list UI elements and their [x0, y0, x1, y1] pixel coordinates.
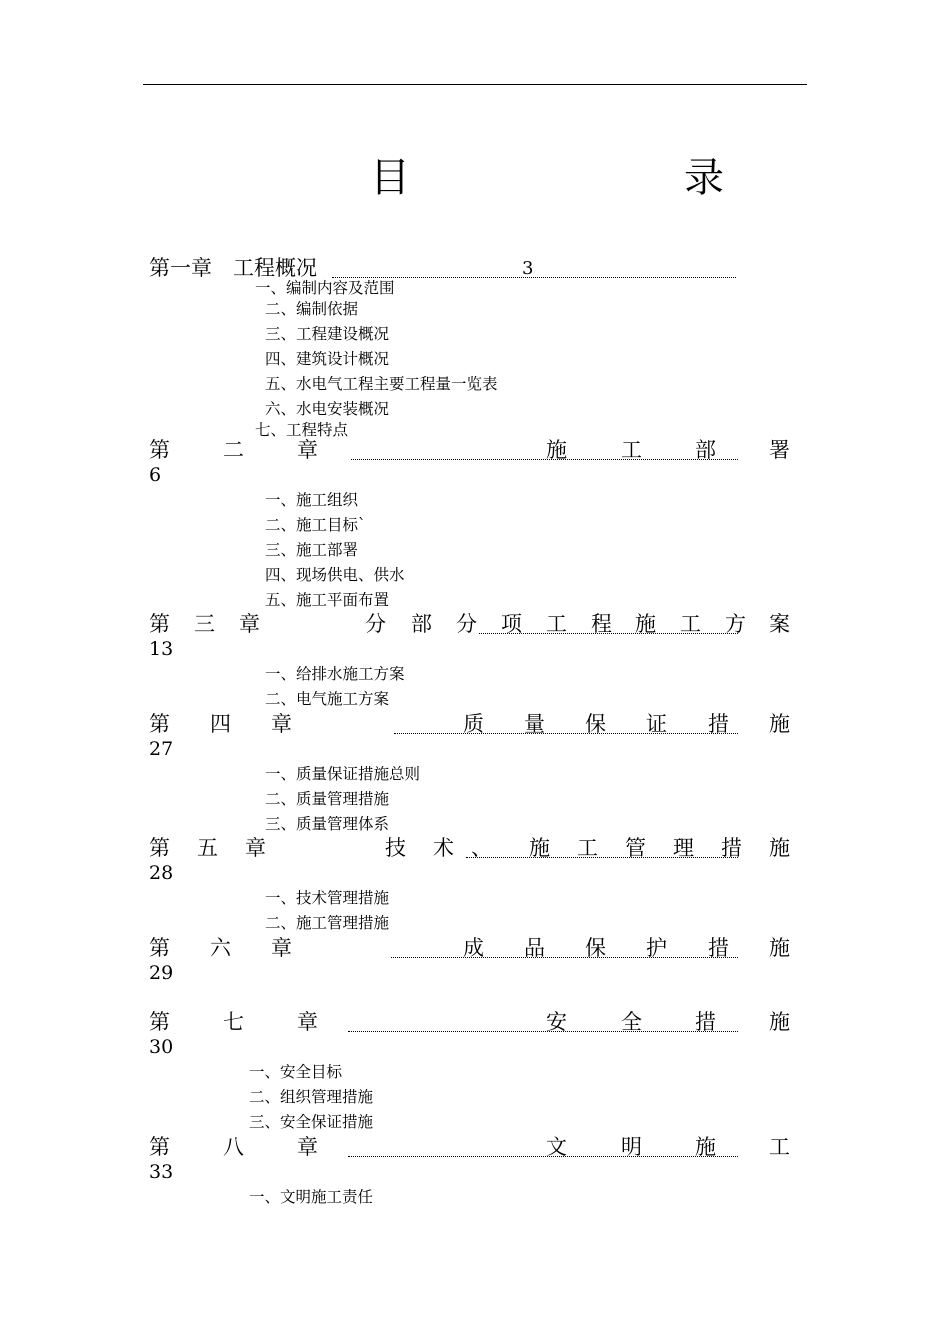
- toc-section[interactable]: 一、施工组织: [265, 491, 359, 509]
- page-number: 28: [149, 862, 174, 884]
- leader-dots: [394, 733, 738, 734]
- leader-dots: [466, 857, 738, 858]
- chapter-char: 第: [149, 438, 170, 462]
- chapter-char: 章: [239, 612, 260, 636]
- toc-section[interactable]: 三、施工部署: [265, 541, 359, 559]
- toc-section[interactable]: 六、水电安装概况: [265, 400, 390, 418]
- chapter-label: 第一章: [149, 256, 212, 280]
- page-number: 3: [522, 258, 534, 279]
- chapter-name-char: 措: [721, 836, 742, 860]
- chapter-name-char: 施: [695, 1135, 716, 1159]
- chapter-name-char: 工: [769, 1135, 790, 1159]
- chapter-char: 八: [223, 1135, 244, 1159]
- toc-section[interactable]: 四、现场供电、供水: [265, 566, 405, 584]
- chapter-name-char: 质: [463, 712, 484, 736]
- chapter-name-char: 施: [529, 836, 550, 860]
- toc-section[interactable]: 二、质量管理措施: [265, 790, 390, 808]
- chapter-name-char: 全: [621, 1010, 642, 1034]
- chapter-name-char: 工: [680, 612, 701, 636]
- chapter-name-char: 成: [463, 936, 484, 960]
- toc-section[interactable]: 二、组织管理措施: [249, 1088, 374, 1106]
- chapter-name-char: 部: [411, 612, 432, 636]
- chapter-name-char: 技: [385, 836, 406, 860]
- chapter-char: 第: [149, 612, 170, 636]
- leader-dots: [351, 459, 738, 460]
- leader-dots: [348, 1156, 738, 1157]
- chapter-name-char: 文: [546, 1135, 567, 1159]
- chapter-name-char: 施: [769, 712, 790, 736]
- page-number: 33: [149, 1161, 174, 1183]
- toc-section[interactable]: 二、施工目标`: [265, 516, 366, 534]
- header-rule: [143, 84, 807, 85]
- chapter-name-char: 施: [546, 438, 567, 462]
- chapter-name-char: 施: [769, 936, 790, 960]
- page-number: 13: [149, 638, 174, 660]
- leader-dots: [391, 957, 738, 958]
- chapter-char: 第: [149, 712, 170, 736]
- page-number: 30: [149, 1036, 174, 1058]
- chapter-name-char: 工: [546, 612, 567, 636]
- chapter-char: 第: [149, 1135, 170, 1159]
- chapter-name-char: 署: [769, 438, 790, 462]
- chapter-char: 第: [149, 1010, 170, 1034]
- chapter-name-char: 施: [769, 1010, 790, 1034]
- chapter-name-char: 分: [365, 612, 386, 636]
- chapter-name-char: 项: [501, 612, 522, 636]
- chapter-name-char: 保: [585, 936, 606, 960]
- toc-chapter-8[interactable]: [149, 1135, 791, 1183]
- chapter-name-char: 品: [524, 936, 545, 960]
- toc-section[interactable]: 四、建筑设计概况: [265, 350, 390, 368]
- page-number: 29: [149, 962, 174, 984]
- toc-section[interactable]: 二、编制依据: [265, 300, 359, 318]
- toc-section[interactable]: 三、安全保证措施: [249, 1113, 374, 1131]
- chapter-name-char: 、: [471, 836, 492, 860]
- chapter-name-char: 护: [646, 936, 667, 960]
- chapter-name-char: 案: [769, 612, 790, 636]
- chapter-name-char: 措: [708, 936, 729, 960]
- leader-dots: [348, 1031, 738, 1032]
- chapter-name-char: 保: [585, 712, 606, 736]
- toc-chapter-4[interactable]: [149, 712, 791, 760]
- chapter-name-char: 理: [673, 836, 694, 860]
- toc-section[interactable]: 三、工程建设概况: [265, 325, 390, 343]
- chapter-name-char: 术: [433, 836, 454, 860]
- toc-section[interactable]: 一、给排水施工方案: [265, 665, 405, 683]
- toc-title-part2: 录: [684, 155, 724, 201]
- chapter-name-char: 程: [591, 612, 612, 636]
- chapter-name-char: 部: [695, 438, 716, 462]
- chapter-name-char: 措: [708, 712, 729, 736]
- toc-chapter-7[interactable]: [149, 1010, 791, 1058]
- chapter-char: 章: [271, 936, 292, 960]
- chapter-char: 章: [271, 712, 292, 736]
- chapter-char: 六: [210, 936, 231, 960]
- toc-chapter-3[interactable]: [149, 612, 791, 660]
- chapter-name-char: 工: [621, 438, 642, 462]
- chapter-char: 二: [223, 438, 244, 462]
- toc-section[interactable]: 一、编制内容及范围: [255, 279, 395, 297]
- chapter-name: 工程概况: [233, 256, 317, 280]
- chapter-char: 第: [149, 936, 170, 960]
- toc-section[interactable]: 一、技术管理措施: [265, 889, 390, 907]
- chapter-char: 章: [297, 1135, 318, 1159]
- chapter-name-char: 证: [646, 712, 667, 736]
- chapter-name-char: 施: [635, 612, 656, 636]
- toc-section[interactable]: 七、工程特点: [255, 421, 349, 439]
- toc-section[interactable]: 三、质量管理体系: [265, 815, 390, 833]
- chapter-name-char: 明: [621, 1135, 642, 1159]
- chapter-char: 章: [297, 438, 318, 462]
- toc-section[interactable]: 五、水电气工程主要工程量一览表: [265, 375, 498, 393]
- toc-section[interactable]: 一、质量保证措施总则: [265, 765, 421, 783]
- chapter-name-char: 安: [546, 1010, 567, 1034]
- chapter-name-char: 管: [625, 836, 646, 860]
- toc-section[interactable]: 一、文明施工责任: [249, 1188, 374, 1206]
- page-number: 6: [149, 464, 162, 486]
- chapter-name-char: 工: [577, 836, 598, 860]
- chapter-char: 三: [194, 612, 215, 636]
- chapter-char: 四: [210, 712, 231, 736]
- toc-section[interactable]: 二、施工管理措施: [265, 914, 390, 932]
- toc-section[interactable]: 二、电气施工方案: [265, 690, 390, 708]
- chapter-char: 七: [223, 1010, 244, 1034]
- toc-chapter-6[interactable]: [149, 936, 791, 984]
- toc-chapter-5[interactable]: [149, 836, 791, 884]
- chapter-name-char: 施: [769, 836, 790, 860]
- toc-section[interactable]: 一、安全目标: [249, 1063, 343, 1081]
- chapter-name-char: 方: [725, 612, 746, 636]
- toc-chapter-1[interactable]: [149, 256, 791, 281]
- chapter-char: 第: [149, 836, 170, 860]
- toc-title-part1: 目: [370, 155, 410, 201]
- chapter-char: 五: [197, 836, 218, 860]
- page-number: 27: [149, 738, 174, 760]
- chapter-char: 章: [297, 1010, 318, 1034]
- toc-chapter-2[interactable]: [149, 438, 791, 486]
- chapter-name-char: 措: [695, 1010, 716, 1034]
- toc-section[interactable]: 五、施工平面布置: [265, 591, 390, 609]
- chapter-name-char: 量: [524, 712, 545, 736]
- chapter-char: 章: [245, 836, 266, 860]
- chapter-name-char: 分: [456, 612, 477, 636]
